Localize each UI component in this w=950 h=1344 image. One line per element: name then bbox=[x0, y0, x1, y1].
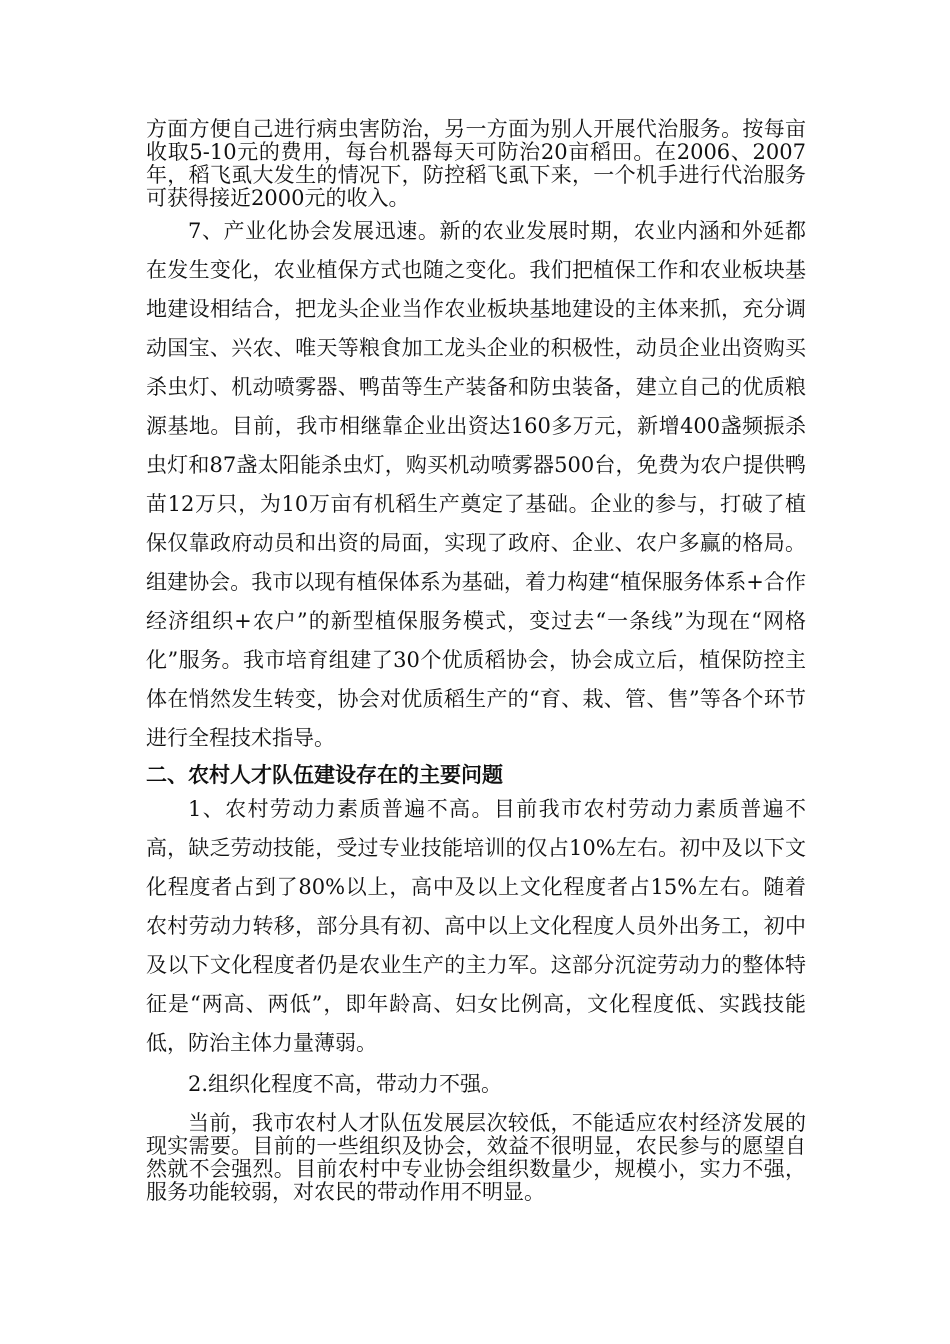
paragraph-plant-protection-service: 方面方便自己进行病虫害防治，另一方面为别人开展代治服务。按每亩收取5-10元的费用，每台机器每天可防治20亩稻田。在2006、2007年，稻飞虱大发生的情况下，防控稻飞虱下来，一个机手进行代治服务可获得接近2000元的收入。 bbox=[146, 117, 806, 210]
paragraph-current-situation: 当前，我市农村人才队伍发展层次较低，不能适应农村经济发展的现实需要。目前的一些组织及协会，效益不很明显，农民参与的愿望自然就不会强烈。目前农村中专业协会组织数量少，规模小，实力不强，服务功能较弱，对农民的带动作用不明显。 bbox=[146, 1111, 806, 1204]
document-page bbox=[146, 118, 806, 1204]
paragraph-industrial-association: 7、产业化协会发展迅速。新的农业发展时期，农业内涵和外延都在发生变化，农业植保方式也随之变化。我们把植保工作和农业板块基地建设相结合，把龙头企业当作农业板块基地建设的主体来抓，充分调动国宝、兴农、唯天等粮食加工龙头企业的积极性，动员企业出资购买杀虫灯、机动喷雾器、鸭苗等生产装备和防虫装备，建立自己的优质粮源基地。目前，我市相继靠企业出资达160多万元，新增400盏频振杀虫灯和87盏太阳能杀虫灯，购买机动喷雾器500台，免费为农户提供鸭苗12万只，为10万亩有机稻生产奠定了基础。企业的参与，打破了植保仅靠政府动员和出资的局面，实现了政府、企业、农户多赢的格局。组建协会。我市以现有植保体系为基础，着力构建“植保服务体系+合作经济组织+农户”的新型植保服务模式，变过去“一条线”为现在“网格化”服务。我市培育组建了30个优质稻协会，协会成立后，植保防控主体在悄然发生转变，协会对优质稻生产的“育、栽、管、售”等各个环节进行全程技术指导。 bbox=[146, 219, 806, 750]
paragraph-labor-quality: 1、农村劳动力素质普遍不高。目前我市农村劳动力素质普遍不高，缺乏劳动技能，受过专业技能培训的仅占10%左右。初中及以下文化程度者占到了80%以上，高中及以上文化程度者占15%左右。随着农村劳动力转移，部分具有初、高中以上文化程度人员外出务工，初中及以下文化程度者仍是农业生产的主力军。这部分沉淀劳动力的整体特征是“两高、两低”，即年龄高、妇女比例高，文化程度低、实践技能低，防治主体力量薄弱。 bbox=[146, 797, 806, 1055]
section-heading-main-problems: 二、农村人才队伍建设存在的主要问题 bbox=[146, 763, 503, 787]
paragraph-organization-degree: 2.组织化程度不高，带动力不强。 bbox=[188, 1072, 503, 1096]
